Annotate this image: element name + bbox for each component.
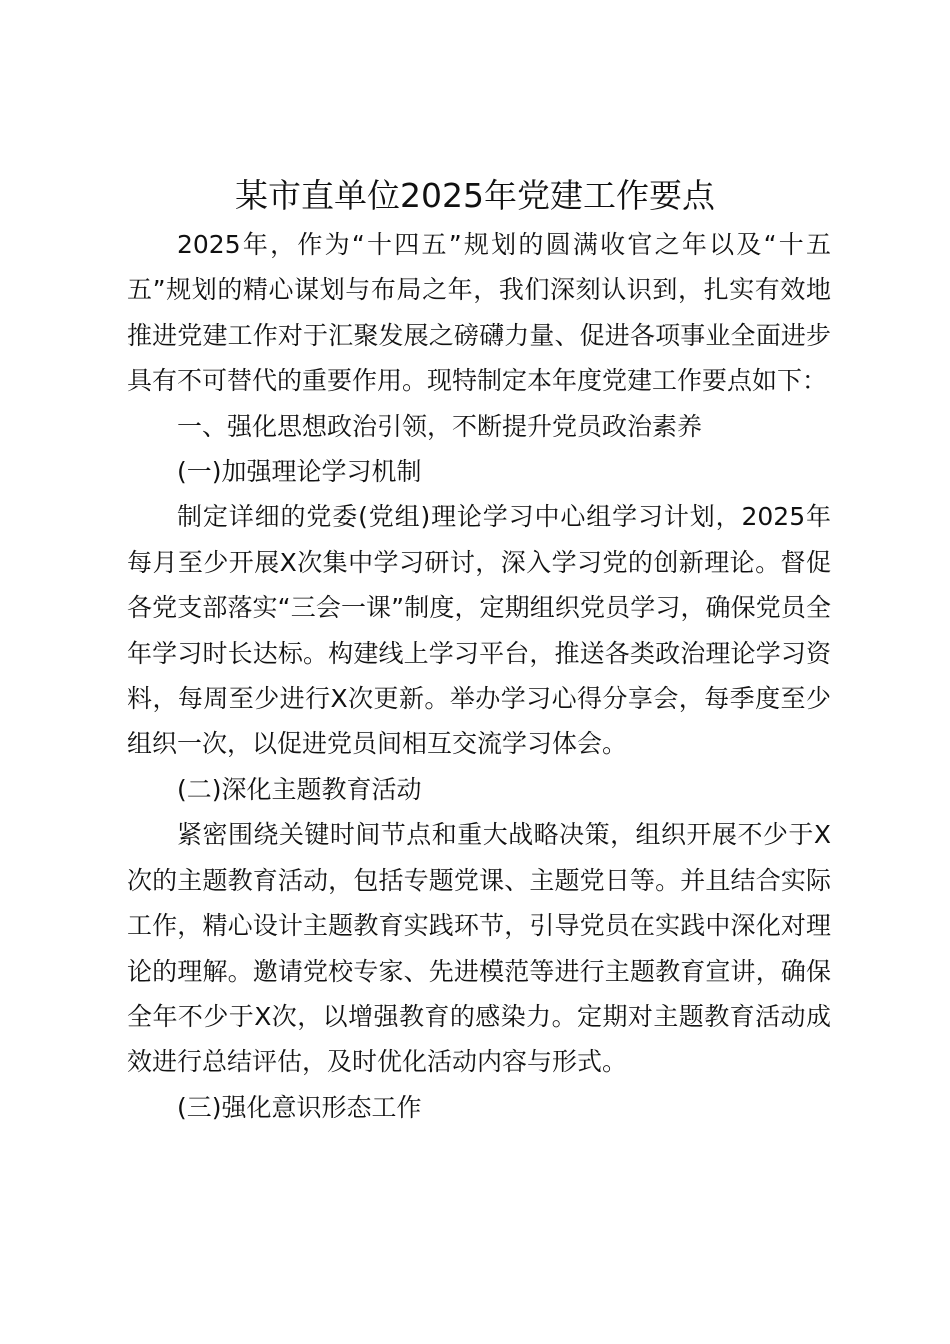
document-title: 某市直单位2025年党建工作要点 — [235, 176, 715, 215]
section-heading-1: 一、强化思想政治引领，不断提升党员政治素养 — [177, 411, 703, 441]
body-paragraph-2: 紧密围绕关键时间节点和重大战略决策，组织开展不少于X次的主题教育活动，包括专题党课、主题党日等。并且结合实际工作，精心设计主题教育实践环节，引导党员在实践中深化对理论的理解。邀请党校专家、先进模范等进行主题教育宣讲，确保全年不少于X次，以增强教育的感染力。定期对主题教育活动成效进行总结评估，及时优化活动内容与形式。 — [127, 820, 831, 1077]
subsection-heading-1: (一)加强理论学习机制 — [177, 457, 422, 487]
subsection-heading-2: (二)深化主题教育活动 — [177, 774, 422, 804]
intro-paragraph: 2025年，作为“十四五”规划的圆满收官之年以及“十五五”规划的精心谋划与布局之年，我们深刻认识到，扎实有效地推进党建工作对于汇聚发展之磅礴力量、促进各项事业全面进步具有不可替代的重要作用。现特制定本年度党建工作要点如下： — [127, 230, 831, 396]
document-body — [127, 222, 831, 1130]
body-paragraph-1: 制定详细的党委(党组)理论学习中心组学习计划，2025年每月至少开展X次集中学习研讨，深入学习党的创新理论。督促各党支部落实“三会一课”制度，定期组织党员学习，确保党员全年学习时长达标。构建线上学习平台，推送各类政治理论学习资料，每周至少进行X次更新。举办学习心得分享会，每季度至少组织一次，以促进党员间相互交流学习体会。 — [127, 502, 831, 759]
subsection-heading-3: (三)强化意识形态工作 — [177, 1092, 422, 1122]
